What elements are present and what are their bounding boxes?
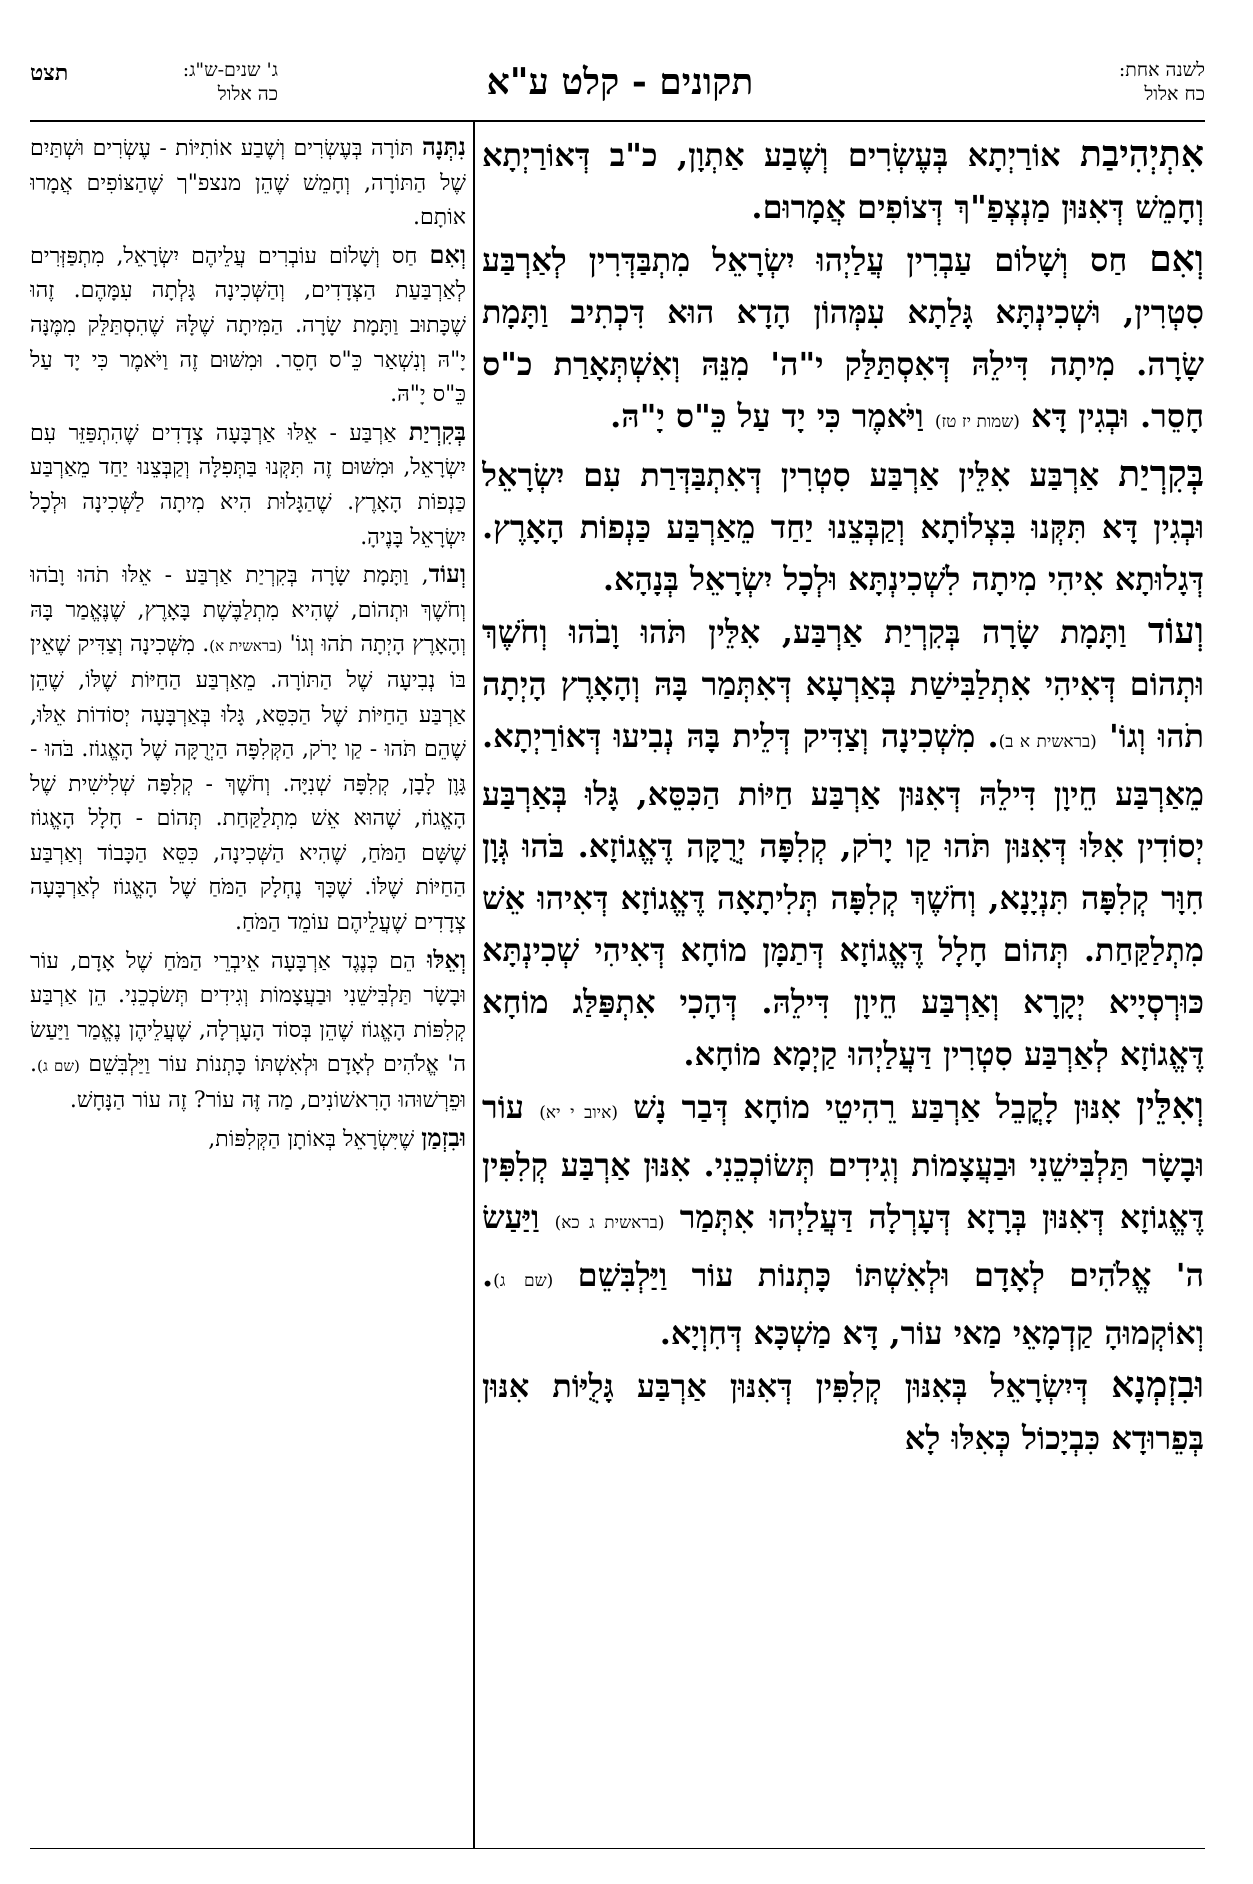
paragraph-lead-word: וְאִלֵּין: [1136, 1085, 1204, 1127]
translation-paragraph: [30, 130, 466, 236]
page-number: תצט: [30, 60, 69, 86]
paragraph-text: וַיַּעַשׂ ה' אֱלֹהִים לְאָדָם וּלְאִשְׁתּוֹ כָּתְנוֹת עוֹר וַיַּלְבִּשֵׁם: [482, 1198, 1204, 1294]
paragraph-lead-word: וְעוֹד: [1147, 610, 1204, 652]
page-header: [30, 58, 1205, 118]
paragraph-text: וַתָּמָת שָׂרָה בְּקִרְיַת אַרְבַּע, אִלֵּין תֹּהוּ וָבֹהוּ וְחֹשֶׁךְ וּתְהוֹם דְּאִיהִי אִתְלַבִּישַׁת בְּאַרְעָא דְּאִתְּמַר בָּהּ וְהָאָרֶץ הָיְתָה תֹהוּ וְגוֹ': [482, 613, 1204, 755]
page-title: תקונים - קלט ע"א: [486, 61, 754, 103]
main-paragraph: [482, 128, 1204, 233]
paragraph-text: הֵם כְּנֶגֶד אַרְבָּעָה אֵיבְרֵי הַמֹּחַ שֶׁל אָדָם, עוֹר וּבָשָׂר תַּלְבִּישֵׁנִי וּבַעֲצָמוֹת וְגִידִים תְּשׂכְכֵנִי. הֵן אַרְבַּע קְלִפּוֹת הָאֱגוֹז שֶׁהֵן בְּסוֹד הָעָרְלָה, שֶׁעֲלֵיהֶן נֶאֱמַר וַיַּעַשׂ ה' אֱלֹהִים לְאָדָם וּלְאִשְׁתּוֹ כָּתְנוֹת עוֹר וַיַּלְבִּשֵׁם: [30, 948, 466, 1078]
schedule-three-year-date: כה אלול: [217, 83, 278, 105]
main-paragraph: [482, 448, 1204, 605]
translation-paragraph: [30, 943, 466, 1119]
paragraph-text: . וּפֵרְשׁוּהוּ הָרִאשׁוֹנִים, מַה זֶּה עוֹר? זֶה עוֹר הַנָּחָשׁ.: [30, 1052, 466, 1114]
paragraph-text: אִנּוּן לָקֳבֵל אַרְבַּע רֵהִיטֵי מוֹחָא דְּבַר נָשׁ: [617, 1088, 1137, 1126]
main-text-column: [482, 128, 1204, 1844]
source-citation: (בראשית א): [209, 637, 283, 656]
source-citation: (איוב י יא): [539, 1103, 618, 1123]
paragraph-text: אוֹרַיְתָא בְּעֶשְׂרִים וְשֶׁבַע אַתְוָן, כ"ב דְּאוֹרַיְתָא וְחָמֵשׁ דְּאִנּוּן מַנְצְפַ"ךְ דְּצוֹפִים אֲמָרוּם.: [482, 136, 1204, 226]
schedule-one-year-date: כח אלול: [1144, 83, 1205, 105]
paragraph-text: אַרְבַּע אִלֵּין אַרְבַּע סִטְרִין דְּאִתְבַּדְּרַת עִם יִשְׂרָאֵל וּבְגִין דָּא תִּקְּנוּ בִּצְלוֹתָא וְקַבְּצֵנוּ יַחַד מֵאַרְבַּע כַּנְפוֹת הָאָרֶץ. דְּגָלוּתָא אִיהִי מִיתָה לִשְׁכִינְתָּא וּלְכָל יִשְׂרָאֵל בְּנָהָא.: [482, 456, 1204, 598]
paragraph-text: שֶׁיִּשְׂרָאֵל בְּאוֹתָן הַקְּלִפּוֹת,: [208, 1126, 422, 1152]
paragraph-text: . מִשְּׁכִינָה וְצַדִּיק שֶׁאֵין בּוֹ נְבִיעָה שֶׁל הַתּוֹרָה. מֵאַרְבַּע הַחַיּוֹת שֶׁלּוֹ, שֶׁהֵן אַרְבַּע הַחַיּוֹת שֶׁל הַכִּסֵּא, גָּלוּ בְּאַרְבָּעָה יְסוֹדוֹת אֵלּוּ, שֶׁהֵם תֹּהוּ - קַו יָרֹק, הַקְּלִפָּה הַיְרֻקָּה שֶׁל הָאֱגוֹז. בֹּהוּ - גָּוֶן לָבָן, קְלִפָּה שְׁנִיָּה. וְחֹשֶׁךְ - קְלִפָּה שְׁלִישִׁית שֶׁל הָאֱגוֹז, שֶׁהוּא אֵשׁ מִתְלַקַּחַת. תְּהוֹם - חָלָל הָאֱגוֹז שֶׁשָּׁם הַמֹּחַ, שֶׁהִיא הַשְּׁכִינָה, כִּסֵּא הַכָּבוֹד וְאַרְבַּע הַחַיּוֹת שֶׁלּוֹ. שֶׁכָּךְ נֶחְלָק הַמֹּחַ שֶׁל הָאֱגוֹז לְאַרְבָּעָה צְדָדִים שֶׁעֲלֵיהֶם עוֹמֵד הַמֹּחַ.: [30, 632, 466, 936]
paragraph-text: חַס וְשָׁלוֹם עוֹבְרִים עֲלֵיהֶם יִשְׂרָאֵל, מִתְפַּזְּרִים לְאַרְבַּעַת הַצְּדָדִים, וְהַשְּׁכִינָה גָּלְתָה עִמָּהֶם. זֶהוּ שֶׁכָּתוּב וַתָּמָת שָׂרָה. הַמִּיתָה שֶׁלָּהּ שֶׁהִסְתַּלֵּק מִמֶּנָּה יָ"הּ וְנִשְׁאַר כֵּ"ס חָסֵר. וּמִשּׁוּם זֶה וַיֹּאמֶר כִּי יָד עַל כֵּ"ס יָ"הּ.: [30, 243, 466, 408]
source-citation: (שם ג): [493, 1271, 554, 1291]
translation-paragraph: [30, 415, 466, 555]
translation-paragraph: [30, 557, 466, 941]
source-citation: (שם ג): [37, 1057, 80, 1076]
paragraph-lead-word: וּבִזְמְנָא: [1111, 1364, 1204, 1406]
source-citation: (שמות יז טז): [934, 412, 1020, 432]
main-paragraph: [482, 233, 1204, 448]
paragraph-text: עוֹר וּבָשָׂר תַּלְבִּישֵׁנִי וּבַעֲצָמוֹת וְגִידִים תְּשׂוֹכְכֵנִי. אִנּוּן אַרְבַּע קְלִפִּין דֶּאֱגוֹזָא דְּאִנּוּן בְּרָזָא דְּעָרְלָה דַּעֲלַיְהוּ אִתְּמַר: [482, 1088, 1204, 1236]
paragraph-text: אַרְבַּע - אֵלּוּ אַרְבָּעָה צְדָדִים שֶׁהִתְפַּזֵּר עִם יִשְׂרָאֵל, וּמִשּׁוּם זֶה תִּקְּנוּ בַּתְּפִלָּה וְקַבְּצֵנוּ יַחַד מֵאַרְבַּע כַּנְפוֹת הָאָרֶץ. שֶׁהַגָּלוּת הִיא מִיתָה לַשְּׁכִינָה וּלְכָל יִשְׂרָאֵל בָּנֶיהָ.: [30, 420, 466, 550]
paragraph-lead-word: וְעוֹד: [428, 559, 466, 589]
paragraph-lead-word: בְּקִרְיַת: [408, 416, 466, 446]
paragraph-lead-word: בְּקִרְיַת: [1118, 453, 1204, 495]
main-paragraph: [482, 605, 1204, 1080]
main-paragraph: [482, 1080, 1204, 1359]
schedule-one-year-label: לשנה אחת:: [1118, 59, 1205, 81]
paragraph-lead-word: וְאִם: [1149, 238, 1204, 280]
paragraph-lead-word: אִתְיְהִיבַת: [1080, 133, 1204, 175]
daily-study-note-left: [118, 58, 278, 106]
main-paragraph: [482, 1359, 1204, 1464]
source-citation: (בראשית ג כא): [554, 1213, 665, 1233]
paragraph-text: . וְאוֹקְמוּהָ קַדְמָאֵי מַאי עוֹר, דָּא מַשְׁכָּא דְּחִוְיָא.: [482, 1256, 1204, 1352]
footer-rule: [30, 1848, 1205, 1849]
paragraph-text: . מִשְׁכִינָה וְצַדִּיק דְּלֵית בָּהּ נְבִיעוּ דְּאוֹרַיְתָא. מֵאַרְבַּע חֵיוָן דִּילֵהּ דְּאִנּוּן אַרְבַּע חַיּוֹת הַכִּסֵּא, גָּלוּ בְּאַרְבַּע יְסוֹדִין אִלּוּ דְּאִנּוּן תֹּהוּ קַו יָרֹק, קְלִפָּה יְרֻקָּה דֶּאֱגוֹזָא. בֹּהוּ גְּוָן חִוָּר קְלִפָּה תִּנְיָנָא, וְחֹשֶׁךְ קְלִפָּה תְּלִיתָאָה דֶּאֱגוֹזָא דְּאִיהוּ אֵשׁ מִתְלַקַּחַת. תְּהוֹם חָלָל דֶּאֱגוֹזָא דְּתַמָּן מוֹחָא דְּאִיהִי שְׁכִינְתָּא כּוּרְסְיָיא יְקָרָא וְאַרְבַּע חֵיוָן דִּילֵהּ. דְּהָכִי אִתְפַּלַּג מוֹחָא דֶּאֱגוֹזָא לְאַרְבַּע סִטְרִין דַּעֲלַיְהוּ קַיְמָא מוֹחָא.: [482, 717, 1204, 1073]
translation-column: [30, 130, 466, 1844]
paragraph-lead-word: נִתְּנָה: [421, 132, 466, 161]
paragraph-lead-word: וְאִם: [429, 239, 466, 269]
daily-study-note-right: [1055, 58, 1205, 106]
column-divider: [473, 122, 475, 1848]
paragraph-lead-word: וּבִזְמַן: [421, 1122, 466, 1152]
paragraph-lead-word: וְאֵלּוּ: [427, 944, 466, 974]
translation-paragraph: [30, 1121, 466, 1158]
paragraph-text: חַס וְשָׁלוֹם עַבְרִין עֲלַיְהוּ יִשְׂרָאֵל מִתְבַּדְּרִין לְאַרְבַּע סִטְרִין, וּשְׁכִינְתָּא גָּלַתָא עִמְּהוֹן הָדָא הוּא דִּכְתִיב וַתָּמָת שָׂרָה. מִיתָה דִּילֵהּ דְּאִסְתַּלַּק י"ה' מִנֵּהּ וְאִשְׁתְּאָרַת כ"ס חָסֵר. וּבְגִין דָּא: [482, 241, 1204, 435]
source-citation: (בראשית א ב): [998, 732, 1097, 752]
header-rule: [30, 120, 1205, 122]
paragraph-text: , וַתָּמָת שָׂרָה בְּקִרְיַת אַרְבַּע - אֵלּוּ תֹהוּ וָבֹהוּ וְחֹשֶׁךְ וּתְהוֹם, שֶׁהִיא מִתְלַבֶּשֶׁת בָּאָרֶץ, שֶׁנֶּאֱמַר בָּהּ וְהָאָרֶץ הָיְתָה תֹהוּ וְגוֹ': [30, 563, 466, 658]
paragraph-text: דְּיִשְׂרָאֵל בְּאִנּוּן קְלִפִּין דְּאִנּוּן אַרְבַּע גָּלֻיּוֹת אִנּוּן בְּפֵרוּדָא כִּבְיָכוֹל כְּאִלּוּ לָא: [482, 1367, 1204, 1457]
paragraph-text: וַיֹּאמֶר כִּי יָד עַל כֵּ"ס יָ"הּ.: [610, 397, 935, 435]
schedule-three-year-label: ג' שנים-ש"ג:: [182, 59, 278, 81]
translation-paragraph: [30, 238, 466, 413]
paragraph-text: תּוֹרָה בְּעֶשְׂרִים וְשֶׁבַע אוֹתִיּוֹת - עֶשְׂרִים וּשְׁתַּיִם שֶׁל הַתּוֹרָה, וְחָמֵשׁ שֶׁהֵן מנצפ"ך שֶׁהַצּוֹפִים אֲמָרוּ אוֹתָם.: [30, 136, 466, 231]
